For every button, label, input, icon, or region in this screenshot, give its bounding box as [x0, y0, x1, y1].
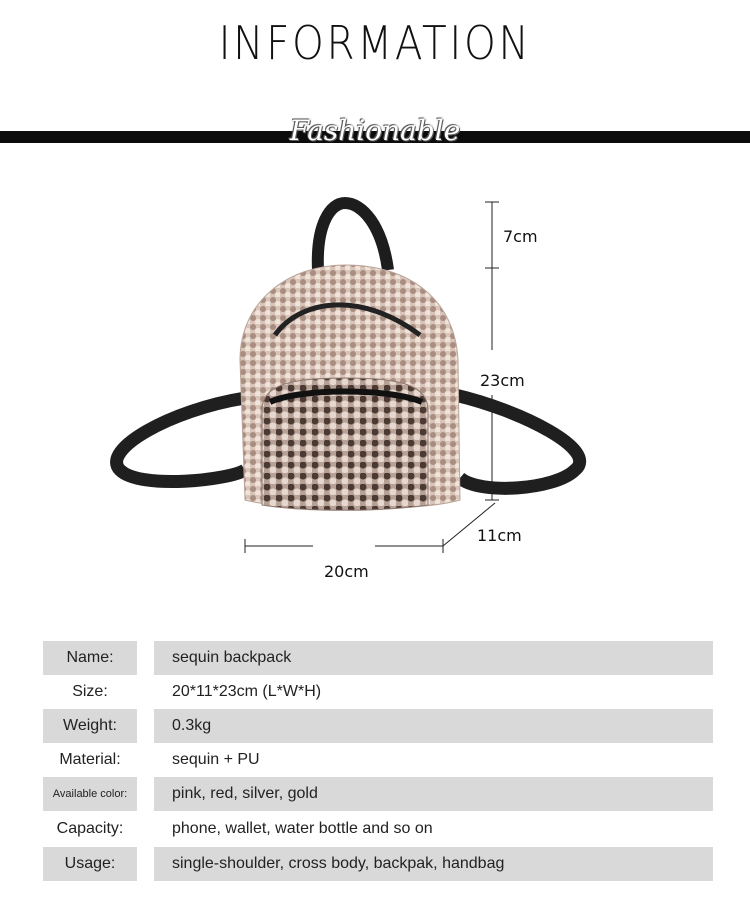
dim-handle-label: 7cm [503, 227, 538, 246]
info-value: 0.3kg [154, 709, 713, 743]
info-row-size [43, 675, 713, 709]
info-label: Usage: [43, 847, 137, 881]
info-label: Material: [59, 751, 121, 768]
info-value: pink, red, silver, gold [154, 777, 713, 811]
dim-height-label: 23cm [480, 371, 525, 390]
header-script-label: Fashionable [289, 114, 461, 147]
info-value: sequin + PU [172, 751, 260, 768]
info-label: Size: [72, 683, 108, 700]
info-row-material [43, 743, 713, 777]
right-shoulder-strap [455, 395, 580, 488]
info-value: sequin backpack [154, 641, 713, 675]
info-row-capacity [43, 812, 713, 846]
info-label: Weight: [43, 709, 137, 743]
info-label: Capacity: [56, 820, 124, 837]
dim-width-label: 20cm [324, 562, 369, 581]
product-image [0, 180, 750, 600]
handle-strap [318, 203, 388, 270]
dim-depth-label: 11cm [477, 526, 522, 545]
info-row-name [43, 641, 713, 675]
info-row-usage [43, 847, 713, 881]
page-title: INFORMATION [218, 16, 532, 70]
info-value: 20*11*23cm (L*W*H) [172, 683, 322, 700]
info-value: single-shoulder, cross body, backpak, handbag [154, 847, 713, 881]
left-shoulder-strap [117, 398, 245, 482]
info-row-color [43, 777, 713, 811]
info-row-weight [43, 709, 713, 743]
info-value: phone, wallet, water bottle and so on [172, 820, 433, 837]
info-label: Available color: [43, 777, 137, 811]
info-label: Name: [43, 641, 137, 675]
